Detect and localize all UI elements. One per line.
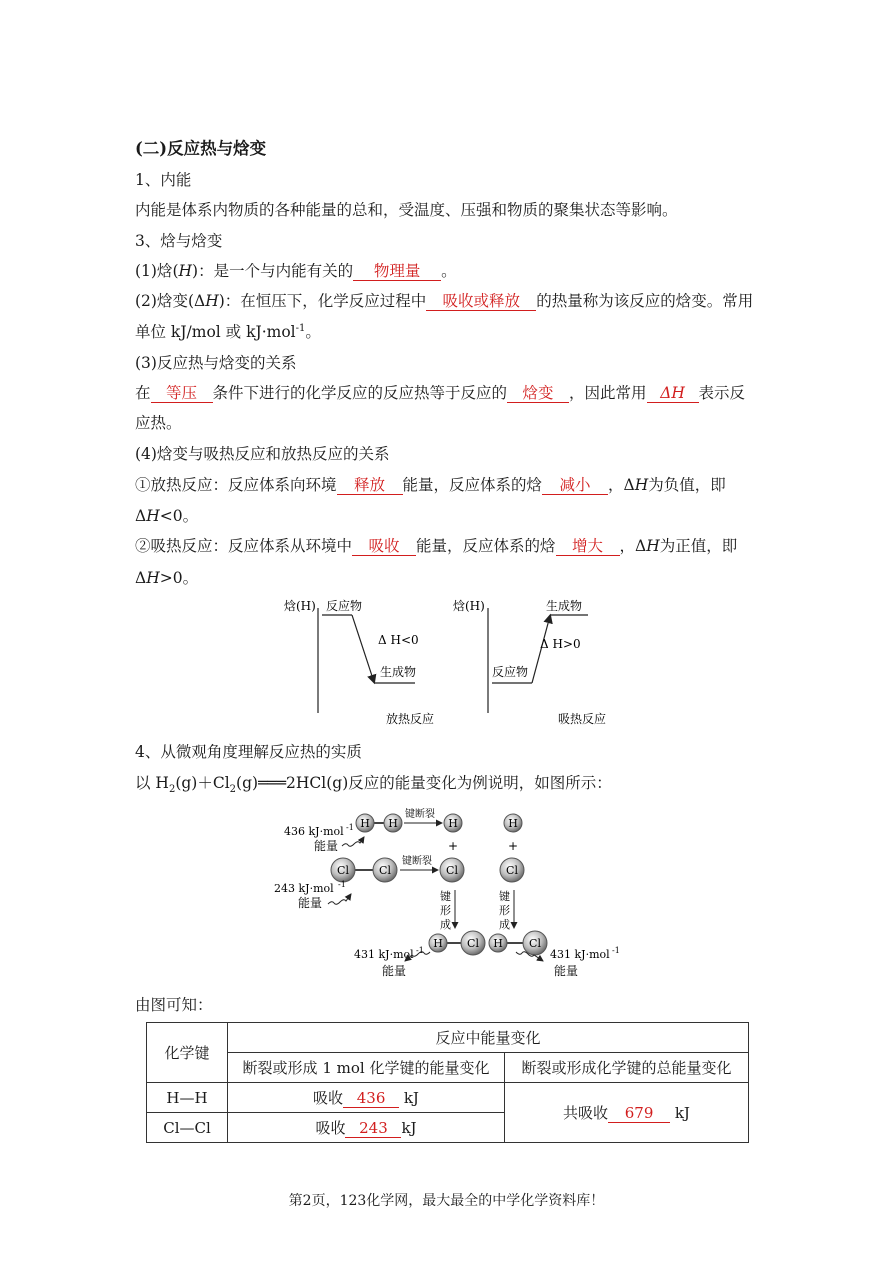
total-cell: 共吸收 679 kJ — [505, 1083, 749, 1143]
para-relation-2: 应热。 — [135, 414, 182, 432]
h-atom-label: H — [388, 817, 398, 830]
sup: -1 — [338, 880, 346, 889]
bond-energy-diagram — [270, 800, 630, 985]
answer-blank: ΔH — [647, 384, 699, 403]
endo-reactant: 反应物 — [492, 665, 529, 679]
form-label: 形 — [499, 904, 510, 917]
answer-blank: 243 — [345, 1119, 401, 1138]
energy-label: 能量 — [382, 964, 407, 978]
cl-atom-label: Cl — [337, 864, 349, 877]
answer-blank: 吸收或释放 — [426, 292, 536, 311]
change-cell: 吸收 243 kJ — [228, 1113, 505, 1143]
section-title: (二)反应热与焓变 — [135, 139, 267, 158]
header-sub1: 断裂或形成 1 mol 化学键的能量变化 — [228, 1053, 505, 1083]
h-atom-label: H — [433, 937, 443, 950]
internal-energy-text: 内能是体系内物质的各种能量的总和，受温度、压强和物质的聚集状态等影响。 — [135, 201, 678, 219]
sup: -1 — [416, 946, 424, 955]
plus: + — [507, 839, 519, 853]
para-enthalpy-change: (2)焓变(ΔH)：在恒压下，化学反应过程中 吸收或释放 的热量称为该反应的焓变。常用 — [135, 292, 754, 310]
energy-label: 能量 — [314, 839, 339, 853]
exo-dh: Δ H<0 — [378, 633, 419, 647]
sup: -1 — [612, 946, 620, 955]
para-enthalpy-unit: 单位 kJ/mol 或 kJ·mol$^{-1}$。 — [135, 322, 321, 341]
header-change: 反应中能量变化 — [228, 1023, 749, 1053]
header-sub2: 断裂或形成化学键的总能量变化 — [505, 1053, 749, 1083]
endo-caption: 吸热反应 — [558, 712, 607, 726]
para-relation: 在 等压 条件下进行的化学反应的反应热等于反应的 焓变 ，因此常用 ΔH 表示反 — [135, 384, 746, 402]
para-endothermic: ②吸热反应：反应体系从环境中 吸收 能量，反应体系的焓 增大 ，ΔH为正值，即 — [135, 537, 738, 555]
answer-blank: 等压 — [151, 384, 213, 403]
heading-3-4: (4)焓变与吸热反应和放热反应的关系 — [135, 445, 390, 463]
h-atom-label: H — [493, 937, 503, 950]
endo-product: 生成物 — [546, 599, 583, 613]
heading-1: 1、内能 — [135, 171, 192, 189]
exo-arrow — [352, 615, 374, 682]
energy-table — [146, 1022, 749, 1143]
heading-4: 4、从微观角度理解反应热的实质 — [135, 743, 362, 761]
bond-break-label: 键断裂 — [405, 809, 435, 820]
form-label: 键 — [440, 890, 451, 903]
para-endothermic-2: ΔH>0。 — [135, 569, 199, 587]
form-label: 键 — [499, 890, 510, 903]
cl-atom-label: Cl — [379, 864, 391, 877]
para-enthalpy: (1)焓(H)：是一个与内能有关的 物理量 。 — [135, 262, 457, 280]
para-example: 以 $H_2(g)+Cl_2(g)═══2HCl(g)$反应的能量变化为例说明，如图所示： — [135, 774, 612, 796]
endo-ylabel: 焓(H) — [453, 599, 485, 613]
exo-caption: 放热反应 — [386, 712, 435, 726]
heading-3-3: (3)反应热与焓变的关系 — [135, 354, 297, 372]
cl-atom-label: Cl — [506, 864, 518, 877]
para-exothermic-2: ΔH<0。 — [135, 507, 199, 525]
answer-blank: 增大 — [556, 537, 620, 556]
para-exothermic: ①放热反应：反应体系向环境 释放 能量，反应体系的焓 减小 ，ΔH为负值，即 — [135, 476, 726, 494]
sup: -1 — [346, 823, 354, 832]
answer-blank: 减小 — [542, 476, 608, 495]
answer-blank: 吸收 — [352, 537, 416, 556]
table-row — [147, 1083, 749, 1113]
bond-break-label: 键断裂 — [402, 856, 432, 867]
energy-label: 能量 — [554, 964, 579, 978]
answer-blank: 436 — [343, 1089, 399, 1108]
energy-431: 431 kJ·mol — [354, 948, 414, 961]
energy-label: 能量 — [298, 896, 323, 910]
answer-blank: 释放 — [337, 476, 403, 495]
endo-dh: Δ H>0 — [540, 637, 581, 651]
plus: + — [447, 839, 459, 853]
energy-431: 431 kJ·mol — [550, 948, 610, 961]
h-atom-label: H — [448, 817, 458, 830]
exo-product: 生成物 — [380, 665, 417, 679]
cl-atom-label: Cl — [529, 937, 541, 950]
conclusion: 由图可知： — [135, 996, 213, 1014]
energy-243: 243 kJ·mol — [274, 882, 334, 895]
energy-436: 436 kJ·mol — [284, 825, 344, 838]
cl-atom-label: Cl — [446, 864, 458, 877]
heading-3: 3、焓与焓变 — [135, 232, 223, 250]
page-footer: 第2页，123化学网，最大最全的中学化学资料库！ — [288, 1193, 605, 1209]
answer-blank: 物理量 — [353, 262, 441, 281]
header-bond: 化学键 — [147, 1023, 228, 1083]
h-atom-label: H — [360, 817, 370, 830]
bond-cell: H—H — [147, 1083, 228, 1113]
change-cell: 吸收 436 kJ — [228, 1083, 505, 1113]
answer-blank: 679 — [608, 1104, 670, 1123]
form-label: 成 — [499, 918, 510, 931]
exo-ylabel: 焓(H) — [284, 599, 316, 613]
form-label: 成 — [440, 918, 451, 931]
form-label: 形 — [440, 904, 451, 917]
answer-blank: 焓变 — [507, 384, 569, 403]
h-atom-label: H — [508, 817, 518, 830]
exo-reactant: 反应物 — [326, 599, 363, 613]
enthalpy-diagrams — [270, 590, 640, 730]
cl-atom-label: Cl — [467, 937, 479, 950]
bond-cell: Cl—Cl — [147, 1113, 228, 1143]
